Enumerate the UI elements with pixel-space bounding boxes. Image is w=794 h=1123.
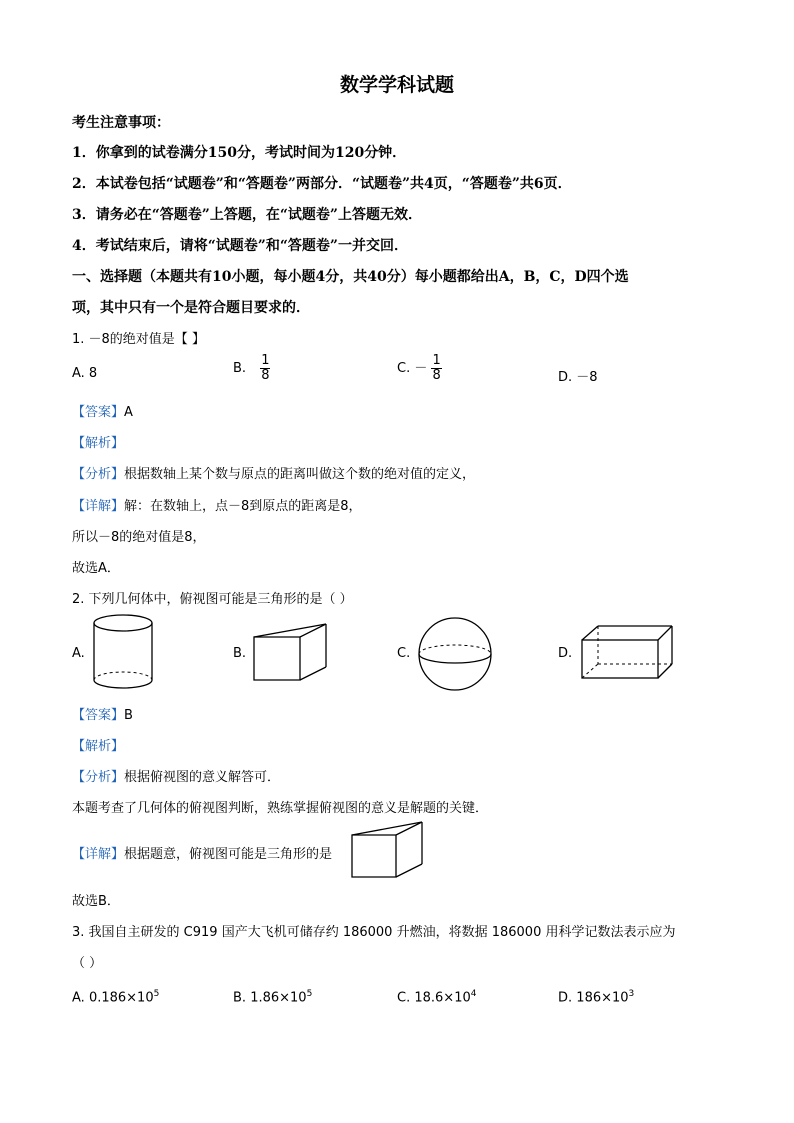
detail-tag: 【详解】 [72, 499, 125, 514]
triangular-prism-figure-small [350, 820, 426, 880]
notice-item-2: 2．本试卷包括“试题卷”和“答题卷”两部分．“试题卷”共4页，“答题卷”共6页． [72, 176, 572, 192]
q2-stem: 2. 下列几何体中，俯视图可能是三角形的是（ ） [72, 592, 353, 607]
page-title: 数学学科试题 [339, 74, 454, 96]
q1-stem: 1. －8的绝对值是【 】 [72, 332, 205, 347]
q1-option-d: D. －8 [558, 370, 598, 385]
q1-answer-value: A [124, 405, 133, 420]
sphere-figure [416, 616, 494, 692]
section-heading-line2: 项，其中只有一个是符合题目要求的． [72, 300, 310, 316]
notice-item-4: 4．考试结束后，请将“试题卷”和“答题卷”一并交回． [72, 238, 408, 254]
q2-note: 本题考查了几何体的俯视图判断，熟练掌握俯视图的意义是解题的关键． [72, 801, 489, 816]
q3-option-a-label: A. [72, 990, 85, 1006]
q3-option-d-base: 186×10 [576, 990, 629, 1006]
q3-stem-line2: （ ） [72, 956, 103, 971]
q1-option-b-denominator: 8 [261, 368, 270, 383]
q1-option-b-numerator: 1 [261, 353, 270, 368]
q2-analysis-tag: 【解析】 [72, 739, 125, 754]
cuboid-figure [580, 624, 674, 682]
q1-option-c-denominator: 8 [432, 368, 441, 383]
section-heading-line1: 一、选择题（本题共有10小题，每小题4分，共40分）每小题都给出A，B，C，D四个选 [72, 269, 629, 285]
q1-option-c [397, 354, 442, 383]
q3-option-c-label: C. [397, 990, 411, 1006]
q3-option-b [233, 989, 312, 1005]
q3-option-b-exponent: 5 [306, 989, 313, 999]
answer-tag: 【答案】 [72, 708, 125, 723]
q3-option-d-exponent: 3 [628, 989, 635, 999]
q3-option-a-base: 0.186×10 [88, 990, 154, 1006]
q3-option-b-label: B. [233, 990, 247, 1006]
fenxi-tag: 【分析】 [72, 467, 125, 482]
q1-option-a: A. 8 [72, 366, 98, 381]
q2-fenxi-text: 根据俯视图的意义解答可． [124, 770, 281, 785]
q3-option-d-label: D. [558, 990, 573, 1006]
q1-answer [72, 401, 133, 420]
q1-option-b [233, 354, 270, 383]
q2-detail-text: 根据题意，俯视图可能是三角形的是 [124, 847, 333, 862]
q2-fenxi [72, 766, 280, 785]
q2-conclusion: 故选B． [72, 894, 120, 909]
q1-fenxi [72, 463, 475, 482]
detail-tag: 【详解】 [72, 847, 125, 862]
cylinder-figure [92, 612, 154, 692]
q1-option-c-label: C. － [397, 361, 428, 376]
q1-analysis-tag: 【解析】 [72, 436, 125, 451]
q3-stem-line1: 3. 我国自主研发的 C919 国产大飞机可储存约 186000 升燃油，将数据 186000 用科学记数法表示应为 [72, 925, 676, 940]
q1-option-c-fraction [431, 354, 441, 383]
q3-option-a-exponent: 5 [153, 989, 160, 999]
q3-option-c-exponent: 4 [470, 989, 477, 999]
q1-fenxi-text: 根据数轴上某个数与原点的距离叫做这个数的绝对值的定义， [124, 467, 476, 482]
q1-option-b-fraction [260, 354, 270, 383]
notice-heading: 考生注意事项： [72, 115, 170, 131]
q1-detail [72, 495, 362, 514]
q3-option-a [72, 989, 159, 1005]
q1-detail-line2: 所以－8的绝对值是8， [72, 530, 206, 545]
triangular-prism-figure [252, 622, 332, 684]
notice-item-1: 1．你拿到的试卷满分150分，考试时间为120分钟． [72, 145, 407, 161]
q2-detail [72, 843, 332, 862]
q1-detail-text: 解：在数轴上，点－8到原点的距离是8， [124, 499, 362, 514]
q3-option-b-base: 1.86×10 [250, 990, 307, 1006]
q3-option-c [397, 989, 476, 1005]
q2-option-b-label: B. [233, 646, 247, 661]
q2-option-d-label: D. [558, 646, 573, 661]
notice-item-3: 3．请务必在“答题卷”上答题，在“试题卷”上答题无效． [72, 207, 422, 223]
fenxi-tag: 【分析】 [72, 770, 125, 785]
q3-option-d [558, 989, 634, 1005]
q2-option-a-label: A. [72, 646, 85, 661]
q1-option-c-numerator: 1 [432, 353, 441, 368]
q3-option-c-base: 18.6×10 [414, 990, 471, 1006]
q1-conclusion: 故选A． [72, 561, 120, 576]
q2-answer [72, 704, 133, 723]
q1-option-b-label: B. [233, 361, 247, 376]
q2-option-c-label: C. [397, 646, 411, 661]
q2-answer-value: B [124, 708, 133, 723]
answer-tag: 【答案】 [72, 405, 125, 420]
